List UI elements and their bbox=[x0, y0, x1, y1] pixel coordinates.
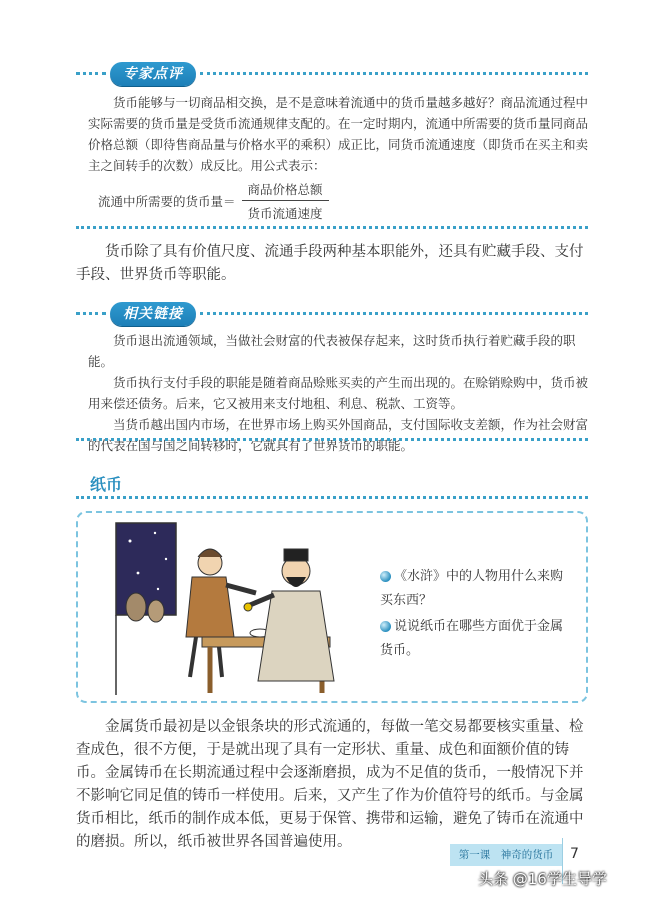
expert-review-label: 专家点评 bbox=[110, 62, 196, 86]
dotted-rule-section bbox=[76, 496, 588, 500]
related-links-paragraph: 当货币越出国内市场，在世界市场上购买外国商品，支付国际收支差额，作为社会财富的代表在国与国之间转移时，它就具有了世界货币的职能。 bbox=[88, 417, 589, 453]
expert-review-paragraph bbox=[88, 92, 588, 176]
question-item bbox=[380, 565, 570, 613]
illustration-box bbox=[76, 511, 588, 703]
dotted-rule-left bbox=[76, 72, 106, 76]
expert-review-text: 货币能够与一切商品相交换，是不是意味着流通中的货币量越多越好？商品流通过程中实际需要的货币量是受货币流通规律支配的。在一定时期内，流通中所需要的货币量同商品价格总额（即待售商品量与价格水平的乘积）成正比，同货币流通速度（即货币在买主和卖主之间转手的次数）成反比。用公式表示： bbox=[88, 95, 589, 173]
formula-lhs: 流通中所需要的货币量＝ bbox=[98, 194, 236, 209]
formula-fraction bbox=[242, 180, 329, 222]
bullet-icon bbox=[380, 621, 391, 632]
related-links-paragraph: 货币退出流通领域，当做社会财富的代表被保存起来，这时货币执行着贮藏手段的职能。 bbox=[88, 333, 576, 369]
watermark-text: 头条 @16学生导学 bbox=[478, 870, 607, 888]
question-1-text: 《水浒》中的人物用什么来购买东西？ bbox=[380, 569, 564, 608]
related-links-paragraph: 货币执行支付手段的职能是随着商品赊账买卖的产生而出现的。在赊销赊购中，货币被用来偿还债务。后来，它又被用来支付地租、利息、税款、工资等。 bbox=[88, 375, 589, 411]
section-title-paper-money: 纸币 bbox=[90, 475, 123, 494]
paper-money-paragraph bbox=[76, 716, 588, 854]
formula-denominator: 货币流通速度 bbox=[247, 206, 323, 221]
question-list bbox=[380, 565, 570, 663]
money-formula bbox=[98, 180, 329, 222]
page-number: 7 bbox=[570, 846, 579, 862]
dotted-rule-end-links bbox=[76, 438, 588, 442]
formula-numerator: 商品价格总额 bbox=[242, 180, 329, 201]
bullet-icon bbox=[380, 571, 391, 582]
main-paragraph-1 bbox=[76, 241, 588, 287]
footer-lesson-title: 第一课 神奇的货币 bbox=[450, 844, 562, 866]
paper-money-paragraph-text: 金属货币最初是以金银条块的形式流通的，每做一笔交易都要核实重量、检查成色，很不方便，于是就出现了具有一定形状、重量、成色和面额价值的铸币。金属铸币在长期流通过程中会逐渐磨损，成为不足值的货币，一般情况下并不影响它同足值的铸币一样使用。后来，又产生了作为价值符号的纸币。与金属货币相比，纸币的制作成本低，更易于保管、携带和运输，避免了铸币在流通中的磨损。所以，纸币被世界各国普遍使用。 bbox=[76, 719, 584, 850]
dotted-rule-left-2 bbox=[76, 312, 106, 316]
question-2-text: 说说纸币在哪些方面优于金属货币。 bbox=[380, 619, 564, 658]
question-item bbox=[380, 615, 570, 663]
dotted-rule-right bbox=[200, 72, 588, 76]
illustration-two-figures bbox=[100, 519, 370, 699]
main-paragraph-1-text: 货币除了具有价值尺度、流通手段两种基本职能外，还具有贮藏手段、支付手段、世界货币等职能。 bbox=[76, 244, 584, 283]
dotted-rule-right-2 bbox=[200, 312, 588, 316]
related-links-label: 相关链接 bbox=[110, 302, 196, 326]
dotted-rule-divider bbox=[76, 226, 588, 230]
